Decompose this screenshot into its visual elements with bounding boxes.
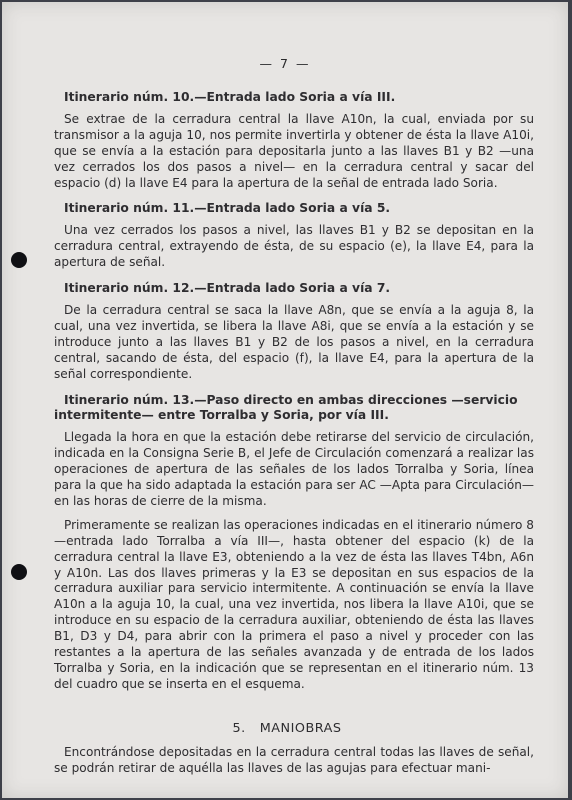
paragraph: De la cerradura central se saca la llave A8n, que se envía a la aguja 8, la cual, una vez invertida, se libera la llave A8i, que se envía a la estación y se introduce junto a las llaves B1 y B2 de los pasos a nivel, en la cerradura central, sacando de ésta, del espacio (f), la llave E4, para la apertura de la señal correspondiente. xyxy=(54,302,534,381)
paragraph: Llegada la hora en que la estación debe retirarse del servicio de circulación, indicada en la Consigna Serie B, el Jefe de Circulación comenzará a realizar las operaciones de apertura de las señales de los lados Torralba y Soria, línea para la que ha sido adaptada la estación para ser AC —Apta para Circulación— en las horas de cierre de la misma. xyxy=(54,430,534,508)
punch-hole xyxy=(11,252,27,268)
section-heading xyxy=(54,721,534,737)
document-page xyxy=(2,2,568,798)
document-body xyxy=(54,90,534,777)
paragraph: Encontrándose depositadas en la cerradura central todas las llaves de señal, se podrán retirar de aquélla las llaves de las agujas para efectuar mani- xyxy=(54,744,534,775)
itinerary-heading-13: Itinerario núm. 13.—Paso directo en ambas direcciones —servicio intermitente— entre Torralba y Soria, por vía III. xyxy=(54,392,518,423)
page-number: — 7 — xyxy=(259,56,311,71)
paragraph: Se extrae de la cerradura central la llave A10n, la cual, enviada por su transmisor a la aguja 10, nos permite invertirla y obtener de ésta la llave A10i, que se envía a la estación para depositarla junto a las llaves B1 y B2 —una vez cerrados los dos pasos a nivel— en la cerradura central y sacar del espacio (d) la llave E4 para la apertura de la señal de entrada lado Soria. xyxy=(54,111,534,190)
section-number: 5. xyxy=(232,720,246,736)
punch-hole xyxy=(11,564,27,580)
paragraph: Primeramente se realizan las operaciones indicadas en el itinerario número 8 —entrada lado Torralba a vía III—, hasta obtener del espacio (k) de la cerradura central la llave E3, obteniendo a la vez de ésta las llaves T4bn, A6n y A10n. Las dos llaves primeras y la E3 se depositan en sus espacios de la cerradura auxiliar para servicio intermitente. A continuación se envía la llave A10n a la aguja 10, la cual, una vez invertida, nos libera la llave A10i, que se introduce en su espacio de la cerradura auxiliar, obteniendo de ésta las llaves B1, D3 y D4, para abrir con la primera el paso a nivel y proceder con las restantes a la apertura de las señales avanzada y de entrada de los lados Torralba y Soria, en la indicación que se representan en el itinerario núm. 13 del cuadro que se inserta en el esquema. xyxy=(54,517,534,691)
paragraph: Una vez cerrados los pasos a nivel, las llaves B1 y B2 se depositan en la cerradura central, extrayendo de ésta, de su espacio (e), la llave E4, para la apertura de señal. xyxy=(54,223,534,270)
itinerary-heading-11: Itinerario núm. 11.—Entrada lado Soria a vía 5. xyxy=(64,201,391,216)
itinerary-heading-12: Itinerario núm. 12.—Entrada lado Soria a vía 7. xyxy=(64,281,391,296)
itinerary-heading-10: Itinerario núm. 10.—Entrada lado Soria a vía III. xyxy=(64,90,396,104)
section-title: MANIOBRAS xyxy=(259,720,342,736)
